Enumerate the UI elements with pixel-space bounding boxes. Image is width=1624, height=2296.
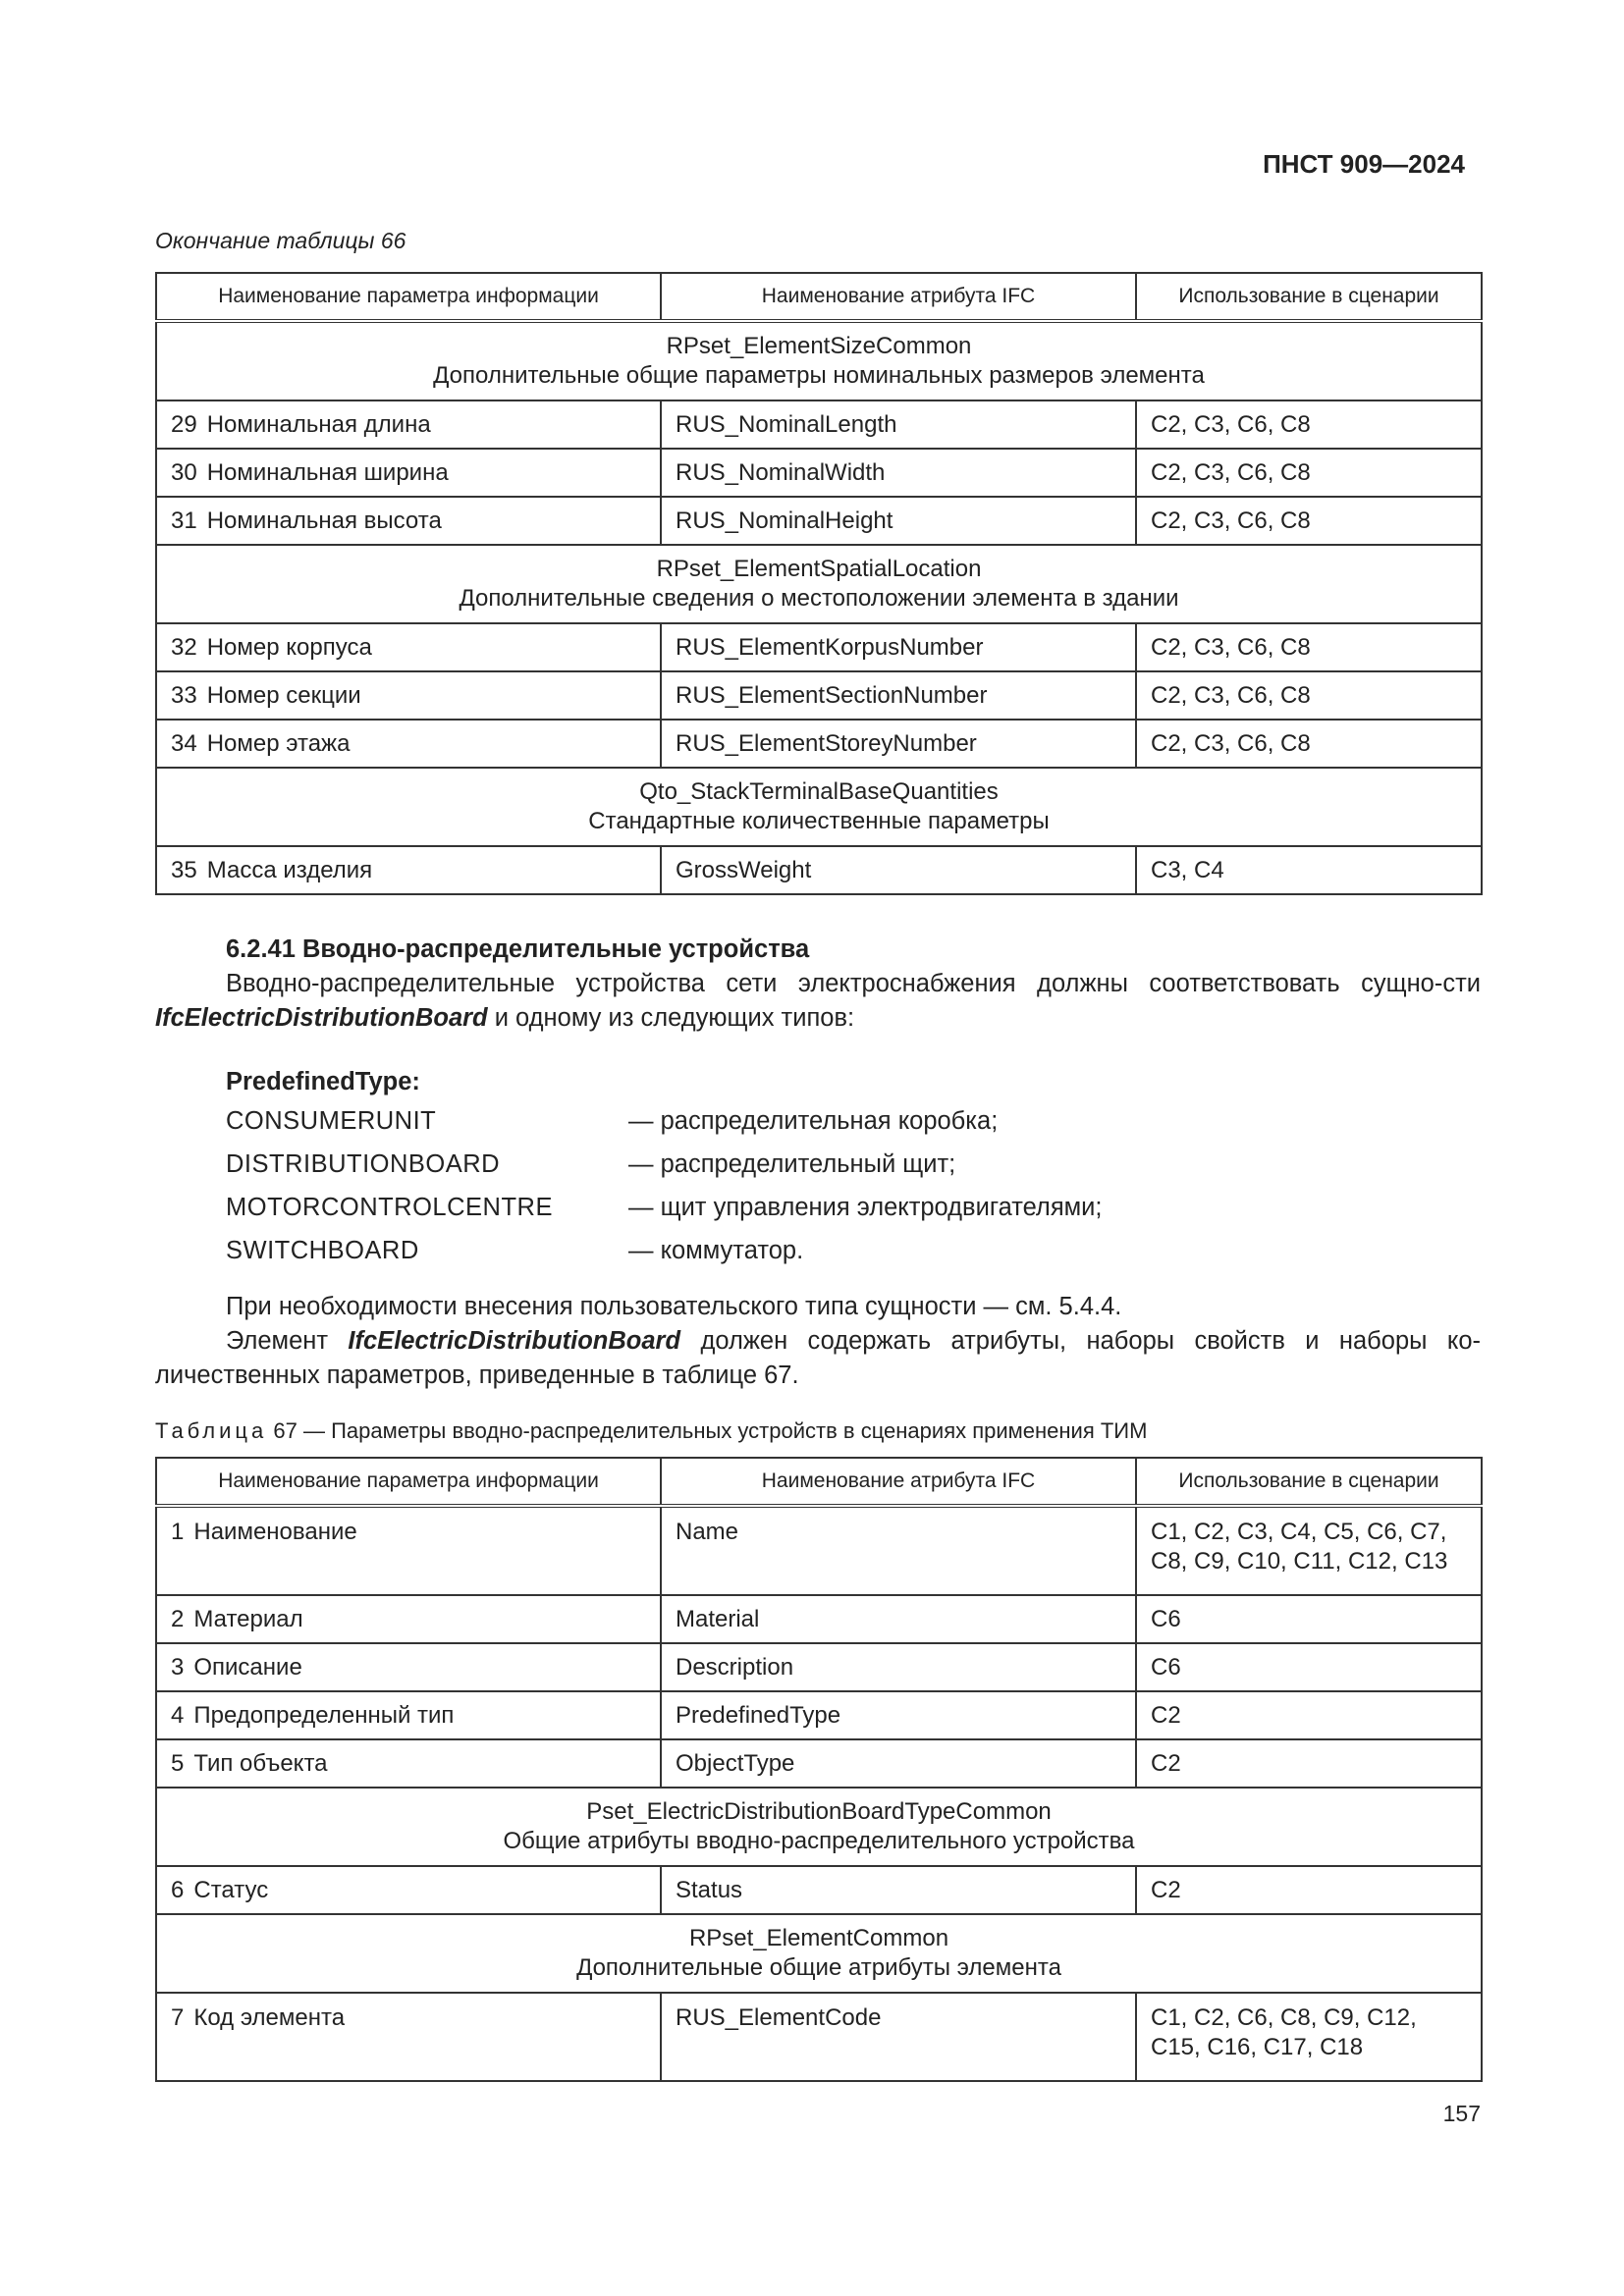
table-row <box>156 623 1482 671</box>
group-row <box>156 768 1482 846</box>
table-row <box>156 720 1482 768</box>
param-name: Предопределенный тип <box>193 1701 455 1729</box>
table-row <box>156 1866 1482 1914</box>
table-row <box>156 1691 1482 1739</box>
column-header: Наименование атрибута IFC <box>661 273 1136 321</box>
param-name: Материал <box>193 1605 303 1632</box>
column-header: Использование в сценарии <box>1136 273 1482 321</box>
predefined-type-item <box>226 1229 1481 1272</box>
attr-cell: Material <box>661 1595 1136 1643</box>
param-name: Номер этажа <box>206 729 351 757</box>
type-name: CONSUMERUNIT <box>226 1106 437 1135</box>
param-cell <box>156 1595 661 1643</box>
usage-cell: C2, C3, C6, C8 <box>1136 671 1482 720</box>
param-name: Код элемента <box>193 2004 346 2031</box>
usage-cell: C2 <box>1136 1691 1482 1739</box>
type-description: — коммутатор. <box>628 1236 804 1264</box>
attr-cell: ObjectType <box>661 1739 1136 1788</box>
attr-cell: RUS_ElementSectionNumber <box>661 671 1136 720</box>
usage-cell: C2, C3, C6, C8 <box>1136 720 1482 768</box>
param-name: Номер корпуса <box>206 633 372 661</box>
attr-cell: RUS_NominalHeight <box>661 497 1136 545</box>
param-name: Тип объекта <box>193 1749 328 1777</box>
column-header: Наименование атрибута IFC <box>661 1458 1136 1506</box>
row-number: 29 <box>171 410 197 438</box>
caption-label: Таблица <box>155 1418 268 1443</box>
group-cell <box>156 321 1482 400</box>
paragraph-text: и одному из следующих типов: <box>487 1004 855 1032</box>
group-subtitle: Дополнительные общие атрибуты элемента <box>576 1954 1061 1981</box>
param-cell <box>156 1739 661 1788</box>
section-heading: 6.2.41 Вводно-распределительные устройства <box>226 935 810 963</box>
paragraph-text: Элемент <box>226 1327 349 1355</box>
table-row <box>156 449 1482 497</box>
usage-cell: C2, C3, C6, C8 <box>1136 623 1482 671</box>
param-cell <box>156 400 661 449</box>
column-header: Наименование параметра информации <box>156 273 661 321</box>
row-number: 3 <box>171 1653 185 1681</box>
type-description: — распределительный щит; <box>628 1149 956 1178</box>
param-cell <box>156 1643 661 1691</box>
group-cell <box>156 545 1482 623</box>
attr-cell: PredefinedType <box>661 1691 1136 1739</box>
attr-cell: Description <box>661 1643 1136 1691</box>
param-name: Номинальная ширина <box>206 458 449 486</box>
table-header-row <box>156 1458 1482 1506</box>
group-cell <box>156 1788 1482 1866</box>
attr-cell: Status <box>661 1866 1136 1914</box>
usage-cell: C3, C4 <box>1136 846 1482 894</box>
attr-cell: RUS_ElementStoreyNumber <box>661 720 1136 768</box>
table-67-caption <box>155 1418 1147 1444</box>
table-row <box>156 1993 1482 2081</box>
param-name: Описание <box>193 1653 302 1681</box>
attr-cell: RUS_NominalLength <box>661 400 1136 449</box>
usage-cell: C2 <box>1136 1739 1482 1788</box>
group-title: RPset_ElementSpatialLocation <box>656 556 982 582</box>
table-header-row <box>156 273 1482 321</box>
paragraph-text: должен содержать атрибуты, наборы свойств и наборы ко-личественных параметров, приведенные в таблице 67. <box>155 1327 1481 1389</box>
table-row <box>156 497 1482 545</box>
paragraph-intro <box>155 967 1481 1036</box>
attr-cell: RUS_NominalWidth <box>661 449 1136 497</box>
row-number: 34 <box>171 729 197 757</box>
param-cell <box>156 671 661 720</box>
predefined-type-item <box>226 1186 1481 1229</box>
param-name: Номинальная длина <box>206 410 431 438</box>
attr-cell: GrossWeight <box>661 846 1136 894</box>
param-cell <box>156 1866 661 1914</box>
row-number: 31 <box>171 507 197 534</box>
param-name: Масса изделия <box>206 856 373 883</box>
usage-cell: C2, C3, C6, C8 <box>1136 449 1482 497</box>
group-cell <box>156 1914 1482 1993</box>
group-cell <box>156 768 1482 846</box>
group-title: Qto_StackTerminalBaseQuantities <box>639 778 999 805</box>
column-header: Наименование параметра информации <box>156 1458 661 1506</box>
caption-text: 67 — Параметры вводно-распределительных устройств в сценариях применения ТИМ <box>267 1418 1148 1443</box>
row-number: 30 <box>171 458 197 486</box>
group-subtitle: Общие атрибуты вводно-распределительного устройства <box>503 1828 1135 1854</box>
table-row <box>156 1739 1482 1788</box>
table-66 <box>155 272 1483 895</box>
paragraph-text: Вводно-распределительные устройства сети электроснабжения должны соответствовать сущно-сти <box>226 970 1481 997</box>
table-row <box>156 1506 1482 1595</box>
group-subtitle: Дополнительные сведения о местоположении элемента в здании <box>459 585 1179 612</box>
table-row <box>156 1595 1482 1643</box>
param-cell <box>156 623 661 671</box>
row-number: 32 <box>171 633 197 661</box>
attr-cell: RUS_ElementCode <box>661 1993 1136 2081</box>
group-subtitle: Стандартные количественные параметры <box>588 808 1050 834</box>
usage-cell: C2, C3, C6, C8 <box>1136 497 1482 545</box>
param-cell <box>156 1691 661 1739</box>
predefined-type-item <box>226 1143 1481 1186</box>
table-row <box>156 1643 1482 1691</box>
row-number: 7 <box>171 2004 185 2031</box>
paragraph-element <box>155 1324 1481 1393</box>
row-number: 6 <box>171 1876 185 1903</box>
param-cell <box>156 1993 661 2081</box>
column-header: Использование в сценарии <box>1136 1458 1482 1506</box>
param-cell <box>156 449 661 497</box>
param-cell <box>156 1506 661 1595</box>
document-code: ПНСТ 909—2024 <box>1263 149 1465 179</box>
group-row <box>156 1788 1482 1866</box>
table-row <box>156 671 1482 720</box>
paragraph-custom-type: При необходимости внесения пользовательского типа сущности — см. 5.4.4. <box>226 1293 1122 1320</box>
group-subtitle: Дополнительные общие параметры номинальных размеров элемента <box>433 362 1205 389</box>
row-number: 33 <box>171 681 197 709</box>
param-name: Наименование <box>193 1519 357 1545</box>
row-number: 4 <box>171 1701 185 1729</box>
table-67 <box>155 1457 1483 2082</box>
predefined-type-heading: PredefinedType: <box>226 1068 420 1095</box>
attr-cell: Name <box>661 1506 1136 1595</box>
param-name: Статус <box>193 1876 269 1903</box>
group-title: Pset_ElectricDistributionBoardTypeCommon <box>586 1798 1052 1825</box>
type-name: SWITCHBOARD <box>226 1236 419 1264</box>
table-row <box>156 400 1482 449</box>
param-name: Номер секции <box>206 681 361 709</box>
attr-cell: RUS_ElementKorpusNumber <box>661 623 1136 671</box>
group-row <box>156 321 1482 400</box>
group-title: RPset_ElementCommon <box>688 1925 949 1951</box>
entity-name: IfcElectricDistributionBoard <box>348 1327 681 1355</box>
row-number: 2 <box>171 1605 185 1632</box>
section-6-2-41 <box>155 933 1481 1393</box>
type-description: — распределительная коробка; <box>628 1106 999 1135</box>
predefined-type-item <box>226 1099 1481 1143</box>
group-title: RPset_ElementSizeCommon <box>666 333 972 359</box>
param-cell <box>156 846 661 894</box>
usage-cell: C6 <box>1136 1643 1482 1691</box>
table-continuation-label: Окончание таблицы 66 <box>155 228 406 253</box>
param-cell <box>156 720 661 768</box>
usage-cell: C1, C2, C6, C8, C9, C12, C15, C16, C17, C18 <box>1136 1993 1482 2081</box>
page-number: 157 <box>1442 2101 1481 2126</box>
param-name: Номинальная высота <box>206 507 442 534</box>
row-number: 5 <box>171 1749 185 1777</box>
row-number: 1 <box>171 1519 185 1545</box>
type-name: DISTRIBUTIONBOARD <box>226 1149 501 1178</box>
group-row <box>156 1914 1482 1993</box>
type-name: MOTORCONTROLCENTRE <box>226 1193 553 1221</box>
type-description: — щит управления электродвигателями; <box>628 1193 1103 1221</box>
usage-cell: C1, C2, C3, C4, C5, C6, C7, C8, C9, C10, C11, C12, C13 <box>1136 1506 1482 1595</box>
usage-cell: C2 <box>1136 1866 1482 1914</box>
table-row <box>156 846 1482 894</box>
param-cell <box>156 497 661 545</box>
row-number: 35 <box>171 856 197 883</box>
usage-cell: C6 <box>1136 1595 1482 1643</box>
entity-name: IfcElectricDistributionBoard <box>155 1004 488 1032</box>
group-row <box>156 545 1482 623</box>
usage-cell: C2, C3, C6, C8 <box>1136 400 1482 449</box>
